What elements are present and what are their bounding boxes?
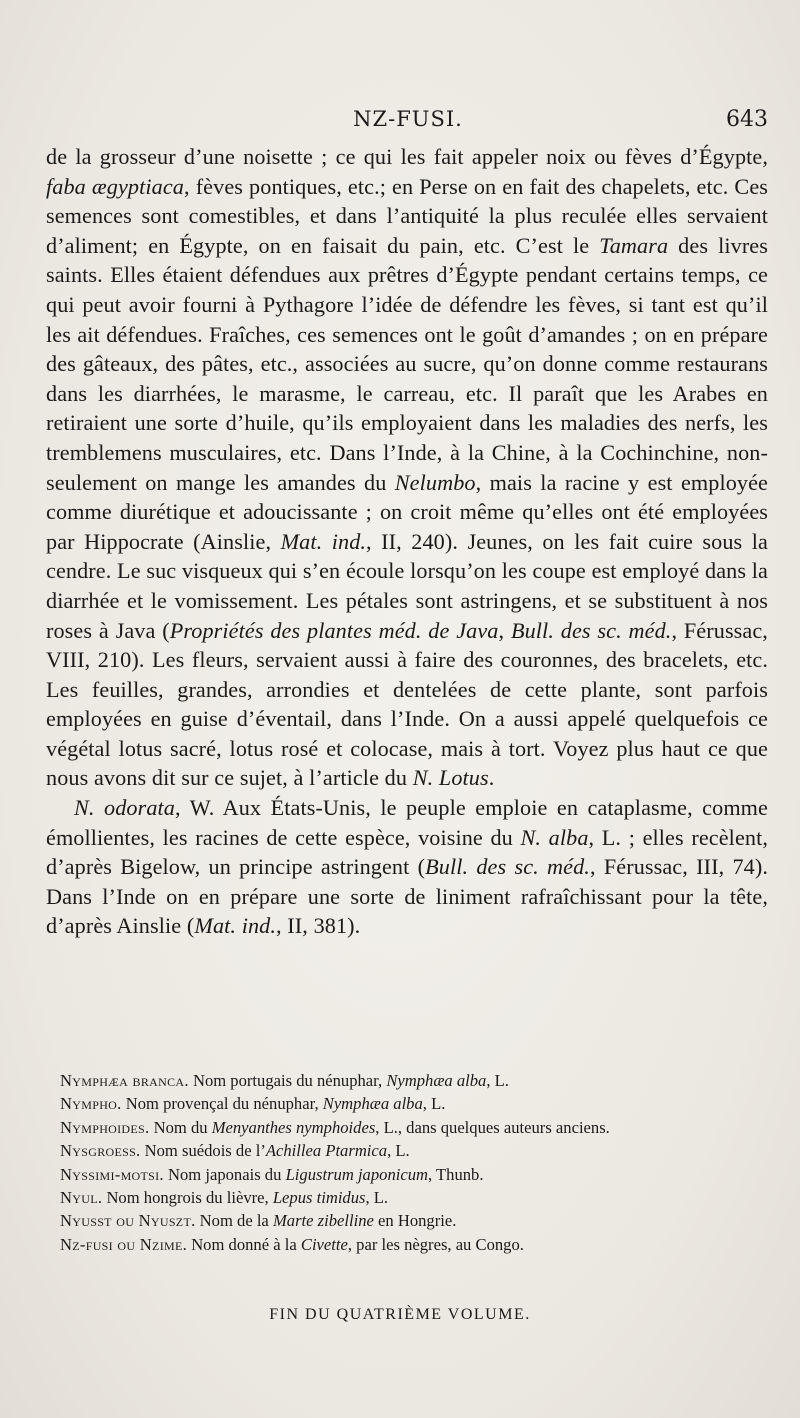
text-run: Nom suédois de l’ <box>140 1141 266 1161</box>
text-run: , mais la racine y est employée comme diurétique et adoucissante ; on croit même qu’elles ont été employées par Hippocrate (Ainslie, <box>46 469 768 554</box>
italic-text: Ligustrum japonicum <box>285 1164 429 1184</box>
italic-text: N. odorata <box>74 795 175 821</box>
italic-text: Civette <box>300 1234 348 1254</box>
italic-text: Nymphæa alba <box>322 1094 423 1114</box>
italic-text: Bull. des sc. méd. <box>510 617 672 643</box>
italic-text: Menyanthes nymphoides <box>211 1117 376 1137</box>
text-run: Nom donné à la <box>187 1234 301 1254</box>
italic-text: Bull. des sc. méd. <box>425 854 590 880</box>
text-run: . <box>488 765 495 791</box>
entry-term: Nymphæa branca. <box>60 1071 189 1090</box>
italic-text: Nymphæa alba <box>386 1071 487 1090</box>
entry-term: Nympho. <box>60 1094 122 1114</box>
text-run: , Férussac, III, 74). Dans l’Inde on en prépare une sorte de liniment rafraîchissant pour la tête, d’après Ainslie ( <box>46 854 768 939</box>
dictionary-entry <box>60 1139 770 1162</box>
text-run: en Hongrie. <box>373 1211 457 1231</box>
italic-text: Nelumbo <box>394 469 476 495</box>
text-run: , L., dans quelques auteurs anciens. <box>375 1117 610 1137</box>
text-run: , II, 240). Jeunes, on les fait cuire sous la cendre. Le suc visqueux qui s’en écoule lorsqu’on les coupe est employé dans la diarrhée et le vomissement. Les pétales sont astringens, et se substituent à nos roses à Java ( <box>46 528 768 643</box>
text-run: , II, 381). <box>276 913 361 939</box>
running-head: NZ-FUSI. <box>353 107 463 131</box>
text-run: de la grosseur d’une noisette ; ce qui les fait appeler noix ou fèves d’Égypte, <box>46 144 768 169</box>
entry-term: Nysgroess. <box>60 1141 141 1161</box>
page-number: 643 <box>726 107 768 132</box>
text-run: , Thunb. <box>428 1164 484 1184</box>
body-paragraph <box>46 142 768 793</box>
text-run: , L. <box>486 1071 509 1090</box>
italic-text: Mat. ind. <box>280 528 367 554</box>
text-run: , <box>498 617 511 643</box>
entry-term: Nymphoides. <box>60 1117 150 1137</box>
dictionary-entry <box>60 1209 770 1232</box>
dictionary-entry <box>60 1092 770 1115</box>
main-text <box>46 142 768 941</box>
italic-text: Mat. ind. <box>194 913 276 939</box>
text-run: des livres saints. Elles étaient défendues aux prêtres d’Égypte pendant certains temps, ce qui peut avoir fourni à Pythagore l’idée de défendre les fèves, si tant est qu’il les ait défendues. Fraîches, ces semences ont le goût d’amandes ; on en prépare des gâteaux, des pâtes, etc., associées au sucre, qu’on donne comme restaurans dans les diarrhées, le marasme, le carreau, etc. Il paraît que les Arabes en retiraient une sorte d’huile, qu’ils employaient dans les maladies des nerfs, les tremblemens musculaires, etc. Dans l’Inde, à la Chine, à la Cochinchine, non-seulement on mange les amandes du <box>46 232 768 495</box>
dictionary-entry <box>60 1163 770 1186</box>
text-run: Nom japonais du <box>163 1164 286 1184</box>
italic-text: Marte zibelline <box>272 1211 374 1231</box>
dictionary-entries <box>60 1069 770 1256</box>
italic-text: faba ægyptiaca <box>46 173 184 199</box>
text-run: , par les nègres, au Congo. <box>347 1234 524 1254</box>
text-run: Nom portugais du nénuphar, <box>188 1071 387 1090</box>
italic-text: Tamara <box>599 232 669 258</box>
dictionary-entry <box>60 1233 770 1256</box>
italic-text: Lepus timidus <box>272 1188 366 1208</box>
entry-term: Nz-fusi ou Nzime. <box>60 1234 188 1254</box>
italic-text: Propriétés des plantes méd. de Java <box>169 617 499 643</box>
entry-term: Nyssimi-motsi. <box>60 1164 164 1184</box>
text-run: , L. <box>387 1141 410 1161</box>
dictionary-entry <box>60 1069 770 1092</box>
text-run: , L. ; elles recèlent, d’après Bigelow, un principe astringent ( <box>46 824 768 880</box>
text-run: , Férussac, VIII, 210). Les fleurs, servaient aussi à faire des couronnes, des bracelets, etc. Les feuilles, grandes, arrondies et dentelées de cette plante, sont parfois employées en guise d’éventail, dans l’Inde. On a aussi appelé quelquefois ce végétal lotus sacré, lotus rosé et colocase, mais à tort. Voyez plus haut ce que nous avons dit sur ce sujet, à l’article du <box>46 617 768 791</box>
text-run: , W. Aux États-Unis, le peuple emploie en cataplasme, comme émollientes, les racines de cette espèce, voisine du <box>46 795 768 850</box>
text-run: , L. <box>365 1188 389 1208</box>
italic-text: Achillea Ptarmica <box>265 1141 388 1161</box>
text-run: Nom de la <box>195 1211 273 1231</box>
italic-text: N. alba <box>520 824 589 850</box>
text-run: , L. <box>422 1094 446 1114</box>
text-run: Nom provençal du nénuphar, <box>121 1094 323 1114</box>
italic-text: N. Lotus <box>412 765 489 791</box>
dictionary-entry <box>60 1116 770 1139</box>
dictionary-entry <box>60 1186 770 1209</box>
entry-term: Nyul. <box>60 1188 103 1208</box>
text-run: Nom du <box>149 1117 212 1137</box>
entry-term: Nyusst ou Nyuszt. <box>60 1211 196 1231</box>
body-paragraph <box>46 793 768 941</box>
text-run: Nom hongrois du lièvre, <box>102 1188 273 1208</box>
end-of-volume-line: FIN DU QUATRIÈME VOLUME. <box>269 1306 531 1323</box>
page-header <box>48 103 768 139</box>
text-run: , fèves pontiques, etc.; en Perse on en fait des chapelets, etc. Ces semences sont comestibles, et dans l’antiquité la plus reculée elles servaient d’aliment; en Égypte, on en faisait du pain, etc. C’est le <box>46 173 768 258</box>
